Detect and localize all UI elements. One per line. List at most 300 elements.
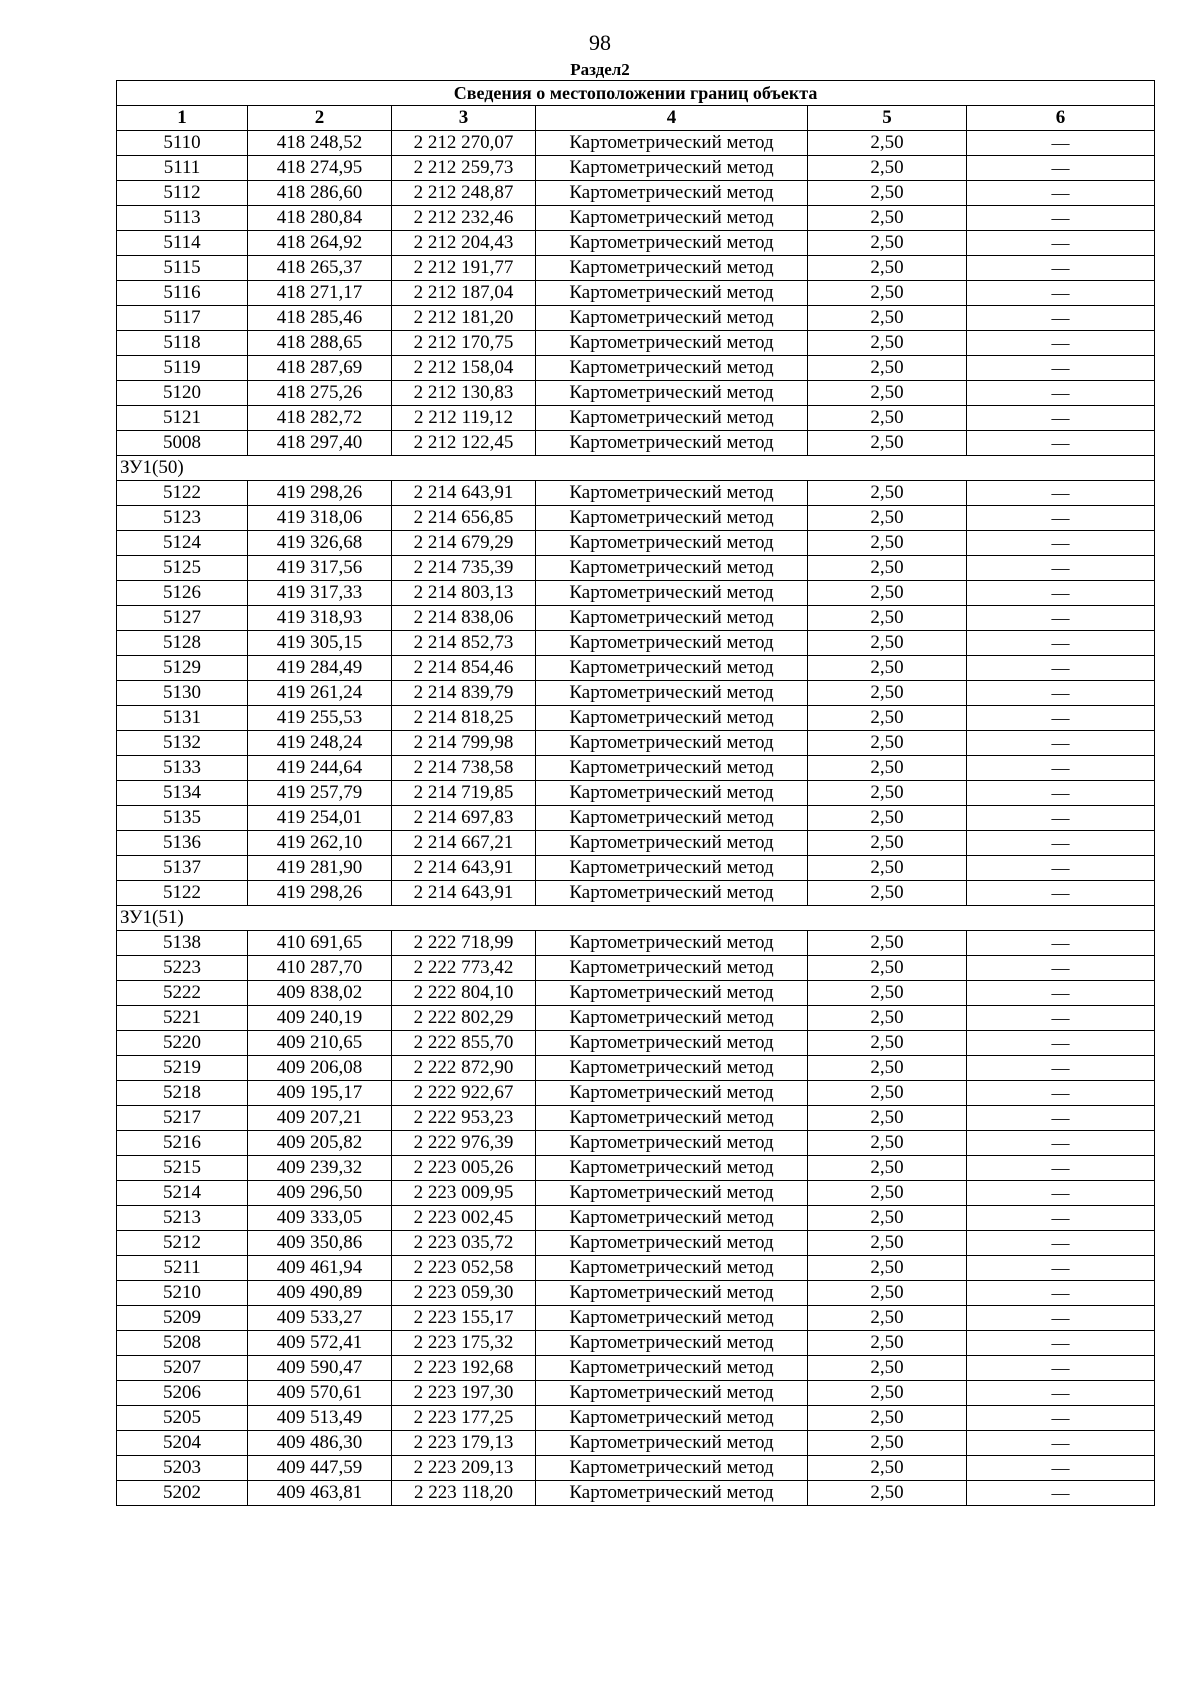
accuracy-cell: 2,50 <box>808 681 967 706</box>
table-row <box>117 556 1155 581</box>
table-row <box>117 581 1155 606</box>
y-coordinate-cell: 2 223 197,30 <box>392 1381 536 1406</box>
y-coordinate-cell: 2 223 005,26 <box>392 1156 536 1181</box>
method-cell: Картометрический метод <box>536 256 808 281</box>
point-number-cell: 5210 <box>117 1281 248 1306</box>
point-number-cell: 5123 <box>117 506 248 531</box>
y-coordinate-cell: 2 222 802,29 <box>392 1006 536 1031</box>
method-cell: Картометрический метод <box>536 1456 808 1481</box>
point-number-cell: 5008 <box>117 431 248 456</box>
y-coordinate-cell: 2 214 697,83 <box>392 806 536 831</box>
method-cell: Картометрический метод <box>536 1381 808 1406</box>
description-cell: — <box>967 506 1155 531</box>
method-cell: Картометрический метод <box>536 481 808 506</box>
point-number-cell: 5129 <box>117 656 248 681</box>
x-coordinate-cell: 409 240,19 <box>248 1006 392 1031</box>
point-number-cell: 5131 <box>117 706 248 731</box>
y-coordinate-cell: 2 222 976,39 <box>392 1131 536 1156</box>
x-coordinate-cell: 419 281,90 <box>248 856 392 881</box>
point-number-cell: 5121 <box>117 406 248 431</box>
table-row <box>117 531 1155 556</box>
accuracy-cell: 2,50 <box>808 356 967 381</box>
point-number-cell: 5133 <box>117 756 248 781</box>
point-number-cell: 5217 <box>117 1106 248 1131</box>
group-row <box>117 906 1155 931</box>
description-cell: — <box>967 406 1155 431</box>
description-cell: — <box>967 981 1155 1006</box>
y-coordinate-cell: 2 222 773,42 <box>392 956 536 981</box>
point-number-cell: 5221 <box>117 1006 248 1031</box>
y-coordinate-cell: 2 212 191,77 <box>392 256 536 281</box>
method-cell: Картометрический метод <box>536 356 808 381</box>
point-number-cell: 5213 <box>117 1206 248 1231</box>
point-number-cell: 5124 <box>117 531 248 556</box>
point-number-cell: 5218 <box>117 1081 248 1106</box>
point-number-cell: 5223 <box>117 956 248 981</box>
table-row <box>117 1456 1155 1481</box>
x-coordinate-cell: 419 254,01 <box>248 806 392 831</box>
method-cell: Картометрический метод <box>536 731 808 756</box>
method-cell: Картометрический метод <box>536 431 808 456</box>
accuracy-cell: 2,50 <box>808 831 967 856</box>
method-cell: Картометрический метод <box>536 856 808 881</box>
accuracy-cell: 2,50 <box>808 581 967 606</box>
description-cell: — <box>967 1381 1155 1406</box>
point-number-cell: 5135 <box>117 806 248 831</box>
description-cell: — <box>967 1306 1155 1331</box>
method-cell: Картометрический метод <box>536 1281 808 1306</box>
accuracy-cell: 2,50 <box>808 956 967 981</box>
method-cell: Картометрический метод <box>536 231 808 256</box>
table-row <box>117 756 1155 781</box>
description-cell: — <box>967 1106 1155 1131</box>
group-row <box>117 456 1155 481</box>
accuracy-cell: 2,50 <box>808 631 967 656</box>
accuracy-cell: 2,50 <box>808 531 967 556</box>
x-coordinate-cell: 418 265,37 <box>248 256 392 281</box>
x-coordinate-cell: 409 486,30 <box>248 1431 392 1456</box>
description-cell: — <box>967 256 1155 281</box>
point-number-cell: 5114 <box>117 231 248 256</box>
description-cell: — <box>967 1081 1155 1106</box>
description-cell: — <box>967 681 1155 706</box>
method-cell: Картометрический метод <box>536 931 808 956</box>
boundary-table <box>116 80 1155 1506</box>
description-cell: — <box>967 331 1155 356</box>
description-cell: — <box>967 1431 1155 1456</box>
point-number-cell: 5118 <box>117 331 248 356</box>
accuracy-cell: 2,50 <box>808 181 967 206</box>
column-header-1: 1 <box>117 106 248 131</box>
table-row <box>117 656 1155 681</box>
table-row <box>117 231 1155 256</box>
y-coordinate-cell: 2 223 052,58 <box>392 1256 536 1281</box>
point-number-cell: 5205 <box>117 1406 248 1431</box>
y-coordinate-cell: 2 214 818,25 <box>392 706 536 731</box>
point-number-cell: 5220 <box>117 1031 248 1056</box>
table-row <box>117 381 1155 406</box>
x-coordinate-cell: 409 461,94 <box>248 1256 392 1281</box>
point-number-cell: 5119 <box>117 356 248 381</box>
description-cell: — <box>967 131 1155 156</box>
point-number-cell: 5216 <box>117 1131 248 1156</box>
method-cell: Картометрический метод <box>536 1156 808 1181</box>
method-cell: Картометрический метод <box>536 1181 808 1206</box>
method-cell: Картометрический метод <box>536 406 808 431</box>
y-coordinate-cell: 2 223 118,20 <box>392 1481 536 1506</box>
table-row <box>117 731 1155 756</box>
x-coordinate-cell: 418 288,65 <box>248 331 392 356</box>
y-coordinate-cell: 2 214 839,79 <box>392 681 536 706</box>
table-row <box>117 331 1155 356</box>
accuracy-cell: 2,50 <box>808 1006 967 1031</box>
table-row <box>117 931 1155 956</box>
point-number-cell: 5126 <box>117 581 248 606</box>
y-coordinate-cell: 2 222 922,67 <box>392 1081 536 1106</box>
accuracy-cell: 2,50 <box>808 1206 967 1231</box>
accuracy-cell: 2,50 <box>808 1281 967 1306</box>
x-coordinate-cell: 410 287,70 <box>248 956 392 981</box>
column-header-row <box>117 106 1155 131</box>
description-cell: — <box>967 1181 1155 1206</box>
description-cell: — <box>967 606 1155 631</box>
y-coordinate-cell: 2 223 209,13 <box>392 1456 536 1481</box>
y-coordinate-cell: 2 212 259,73 <box>392 156 536 181</box>
accuracy-cell: 2,50 <box>808 256 967 281</box>
description-cell: — <box>967 356 1155 381</box>
table-row <box>117 831 1155 856</box>
point-number-cell: 5113 <box>117 206 248 231</box>
point-number-cell: 5122 <box>117 881 248 906</box>
column-header-3: 3 <box>392 106 536 131</box>
description-cell: — <box>967 656 1155 681</box>
method-cell: Картометрический метод <box>536 806 808 831</box>
description-cell: — <box>967 706 1155 731</box>
table-row <box>117 156 1155 181</box>
method-cell: Картометрический метод <box>536 631 808 656</box>
y-coordinate-cell: 2 214 735,39 <box>392 556 536 581</box>
table-row <box>117 1431 1155 1456</box>
y-coordinate-cell: 2 223 059,30 <box>392 1281 536 1306</box>
y-coordinate-cell: 2 214 719,85 <box>392 781 536 806</box>
table-row <box>117 981 1155 1006</box>
table-row <box>117 1031 1155 1056</box>
x-coordinate-cell: 419 284,49 <box>248 656 392 681</box>
table-row <box>117 1331 1155 1356</box>
table-row <box>117 606 1155 631</box>
description-cell: — <box>967 581 1155 606</box>
x-coordinate-cell: 419 298,26 <box>248 481 392 506</box>
accuracy-cell: 2,50 <box>808 506 967 531</box>
description-cell: — <box>967 1481 1155 1506</box>
method-cell: Картометрический метод <box>536 281 808 306</box>
x-coordinate-cell: 419 317,33 <box>248 581 392 606</box>
x-coordinate-cell: 419 298,26 <box>248 881 392 906</box>
accuracy-cell: 2,50 <box>808 1131 967 1156</box>
description-cell: — <box>967 1131 1155 1156</box>
point-number-cell: 5204 <box>117 1431 248 1456</box>
method-cell: Картометрический метод <box>536 306 808 331</box>
point-number-cell: 5211 <box>117 1256 248 1281</box>
point-number-cell: 5219 <box>117 1056 248 1081</box>
method-cell: Картометрический метод <box>536 181 808 206</box>
method-cell: Картометрический метод <box>536 581 808 606</box>
point-number-cell: 5202 <box>117 1481 248 1506</box>
description-cell: — <box>967 956 1155 981</box>
point-number-cell: 5127 <box>117 606 248 631</box>
table-caption: Сведения о местоположении границ объекта <box>117 81 1155 106</box>
accuracy-cell: 2,50 <box>808 281 967 306</box>
x-coordinate-cell: 419 318,06 <box>248 506 392 531</box>
x-coordinate-cell: 419 244,64 <box>248 756 392 781</box>
point-number-cell: 5222 <box>117 981 248 1006</box>
point-number-cell: 5125 <box>117 556 248 581</box>
x-coordinate-cell: 418 282,72 <box>248 406 392 431</box>
table-row <box>117 1106 1155 1131</box>
description-cell: — <box>967 156 1155 181</box>
description-cell: — <box>967 1406 1155 1431</box>
method-cell: Картометрический метод <box>536 656 808 681</box>
point-number-cell: 5136 <box>117 831 248 856</box>
y-coordinate-cell: 2 212 158,04 <box>392 356 536 381</box>
x-coordinate-cell: 418 280,84 <box>248 206 392 231</box>
point-number-cell: 5128 <box>117 631 248 656</box>
x-coordinate-cell: 409 296,50 <box>248 1181 392 1206</box>
accuracy-cell: 2,50 <box>808 206 967 231</box>
x-coordinate-cell: 409 838,02 <box>248 981 392 1006</box>
point-number-cell: 5132 <box>117 731 248 756</box>
table-row <box>117 1306 1155 1331</box>
x-coordinate-cell: 409 206,08 <box>248 1056 392 1081</box>
description-cell: — <box>967 781 1155 806</box>
description-cell: — <box>967 231 1155 256</box>
x-coordinate-cell: 418 264,92 <box>248 231 392 256</box>
y-coordinate-cell: 2 214 852,73 <box>392 631 536 656</box>
table-row <box>117 506 1155 531</box>
table-row <box>117 281 1155 306</box>
table-row <box>117 806 1155 831</box>
description-cell: — <box>967 1206 1155 1231</box>
accuracy-cell: 2,50 <box>808 431 967 456</box>
accuracy-cell: 2,50 <box>808 1306 967 1331</box>
table-row <box>117 1056 1155 1081</box>
y-coordinate-cell: 2 212 170,75 <box>392 331 536 356</box>
accuracy-cell: 2,50 <box>808 1431 967 1456</box>
point-number-cell: 5116 <box>117 281 248 306</box>
point-number-cell: 5212 <box>117 1231 248 1256</box>
table-row <box>117 1356 1155 1381</box>
accuracy-cell: 2,50 <box>808 931 967 956</box>
x-coordinate-cell: 419 262,10 <box>248 831 392 856</box>
y-coordinate-cell: 2 223 155,17 <box>392 1306 536 1331</box>
method-cell: Картометрический метод <box>536 381 808 406</box>
y-coordinate-cell: 2 212 187,04 <box>392 281 536 306</box>
description-cell: — <box>967 831 1155 856</box>
y-coordinate-cell: 2 214 803,13 <box>392 581 536 606</box>
point-number-cell: 5117 <box>117 306 248 331</box>
point-number-cell: 5115 <box>117 256 248 281</box>
x-coordinate-cell: 409 570,61 <box>248 1381 392 1406</box>
accuracy-cell: 2,50 <box>808 756 967 781</box>
table-row <box>117 1406 1155 1431</box>
x-coordinate-cell: 409 239,32 <box>248 1156 392 1181</box>
accuracy-cell: 2,50 <box>808 731 967 756</box>
y-coordinate-cell: 2 214 643,91 <box>392 856 536 881</box>
y-coordinate-cell: 2 223 009,95 <box>392 1181 536 1206</box>
y-coordinate-cell: 2 222 804,10 <box>392 981 536 1006</box>
x-coordinate-cell: 409 195,17 <box>248 1081 392 1106</box>
y-coordinate-cell: 2 223 035,72 <box>392 1231 536 1256</box>
method-cell: Картометрический метод <box>536 1056 808 1081</box>
table-row <box>117 781 1155 806</box>
y-coordinate-cell: 2 214 667,21 <box>392 831 536 856</box>
x-coordinate-cell: 409 533,27 <box>248 1306 392 1331</box>
y-coordinate-cell: 2 214 643,91 <box>392 881 536 906</box>
table-row <box>117 131 1155 156</box>
description-cell: — <box>967 856 1155 881</box>
x-coordinate-cell: 409 447,59 <box>248 1456 392 1481</box>
table-row <box>117 1131 1155 1156</box>
method-cell: Картометрический метод <box>536 756 808 781</box>
accuracy-cell: 2,50 <box>808 1056 967 1081</box>
y-coordinate-cell: 2 223 177,25 <box>392 1406 536 1431</box>
method-cell: Картометрический метод <box>536 1331 808 1356</box>
accuracy-cell: 2,50 <box>808 1156 967 1181</box>
point-number-cell: 5209 <box>117 1306 248 1331</box>
y-coordinate-cell: 2 212 119,12 <box>392 406 536 431</box>
method-cell: Картометрический метод <box>536 156 808 181</box>
description-cell: — <box>967 1456 1155 1481</box>
y-coordinate-cell: 2 212 248,87 <box>392 181 536 206</box>
description-cell: — <box>967 1156 1155 1181</box>
caption-row <box>117 81 1155 106</box>
x-coordinate-cell: 409 205,82 <box>248 1131 392 1156</box>
accuracy-cell: 2,50 <box>808 806 967 831</box>
x-coordinate-cell: 419 255,53 <box>248 706 392 731</box>
accuracy-cell: 2,50 <box>808 1181 967 1206</box>
table-row <box>117 706 1155 731</box>
table-row <box>117 1206 1155 1231</box>
method-cell: Картометрический метод <box>536 956 808 981</box>
table-row <box>117 306 1155 331</box>
x-coordinate-cell: 419 326,68 <box>248 531 392 556</box>
point-number-cell: 5134 <box>117 781 248 806</box>
description-cell: — <box>967 181 1155 206</box>
method-cell: Картометрический метод <box>536 606 808 631</box>
method-cell: Картометрический метод <box>536 1006 808 1031</box>
accuracy-cell: 2,50 <box>808 1381 967 1406</box>
point-number-cell: 5138 <box>117 931 248 956</box>
x-coordinate-cell: 418 287,69 <box>248 356 392 381</box>
method-cell: Картометрический метод <box>536 206 808 231</box>
description-cell: — <box>967 306 1155 331</box>
point-number-cell: 5110 <box>117 131 248 156</box>
point-number-cell: 5208 <box>117 1331 248 1356</box>
x-coordinate-cell: 418 297,40 <box>248 431 392 456</box>
x-coordinate-cell: 419 317,56 <box>248 556 392 581</box>
description-cell: — <box>967 481 1155 506</box>
accuracy-cell: 2,50 <box>808 981 967 1006</box>
table-row <box>117 1381 1155 1406</box>
accuracy-cell: 2,50 <box>808 706 967 731</box>
method-cell: Картометрический метод <box>536 981 808 1006</box>
x-coordinate-cell: 409 513,49 <box>248 1406 392 1431</box>
method-cell: Картометрический метод <box>536 1106 808 1131</box>
description-cell: — <box>967 806 1155 831</box>
y-coordinate-cell: 2 212 181,20 <box>392 306 536 331</box>
point-number-cell: 5207 <box>117 1356 248 1381</box>
x-coordinate-cell: 409 590,47 <box>248 1356 392 1381</box>
point-number-cell: 5120 <box>117 381 248 406</box>
description-cell: — <box>967 731 1155 756</box>
accuracy-cell: 2,50 <box>808 856 967 881</box>
x-coordinate-cell: 418 248,52 <box>248 131 392 156</box>
x-coordinate-cell: 409 490,89 <box>248 1281 392 1306</box>
y-coordinate-cell: 2 222 872,90 <box>392 1056 536 1081</box>
x-coordinate-cell: 419 305,15 <box>248 631 392 656</box>
point-number-cell: 5137 <box>117 856 248 881</box>
point-number-cell: 5203 <box>117 1456 248 1481</box>
x-coordinate-cell: 409 333,05 <box>248 1206 392 1231</box>
x-coordinate-cell: 410 691,65 <box>248 931 392 956</box>
x-coordinate-cell: 409 350,86 <box>248 1231 392 1256</box>
description-cell: — <box>967 1331 1155 1356</box>
description-cell: — <box>967 1231 1155 1256</box>
y-coordinate-cell: 2 222 855,70 <box>392 1031 536 1056</box>
x-coordinate-cell: 409 210,65 <box>248 1031 392 1056</box>
table-row <box>117 181 1155 206</box>
column-header-5: 5 <box>808 106 967 131</box>
accuracy-cell: 2,50 <box>808 406 967 431</box>
y-coordinate-cell: 2 212 122,45 <box>392 431 536 456</box>
accuracy-cell: 2,50 <box>808 781 967 806</box>
point-number-cell: 5206 <box>117 1381 248 1406</box>
description-cell: — <box>967 881 1155 906</box>
method-cell: Картометрический метод <box>536 331 808 356</box>
accuracy-cell: 2,50 <box>808 131 967 156</box>
y-coordinate-cell: 2 223 179,13 <box>392 1431 536 1456</box>
y-coordinate-cell: 2 214 799,98 <box>392 731 536 756</box>
method-cell: Картометрический метод <box>536 1431 808 1456</box>
description-cell: — <box>967 1006 1155 1031</box>
description-cell: — <box>967 431 1155 456</box>
table-row <box>117 1281 1155 1306</box>
y-coordinate-cell: 2 223 002,45 <box>392 1206 536 1231</box>
accuracy-cell: 2,50 <box>808 381 967 406</box>
accuracy-cell: 2,50 <box>808 1031 967 1056</box>
table-row <box>117 1231 1155 1256</box>
method-cell: Картометрический метод <box>536 1131 808 1156</box>
table-row <box>117 256 1155 281</box>
accuracy-cell: 2,50 <box>808 1106 967 1131</box>
table-row <box>117 431 1155 456</box>
description-cell: — <box>967 1356 1155 1381</box>
point-number-cell: 5130 <box>117 681 248 706</box>
x-coordinate-cell: 419 261,24 <box>248 681 392 706</box>
column-header-4: 4 <box>536 106 808 131</box>
description-cell: — <box>967 931 1155 956</box>
method-cell: Картометрический метод <box>536 1206 808 1231</box>
description-cell: — <box>967 1031 1155 1056</box>
accuracy-cell: 2,50 <box>808 156 967 181</box>
page-number: 98 <box>589 30 611 55</box>
table-row <box>117 1006 1155 1031</box>
method-cell: Картометрический метод <box>536 1406 808 1431</box>
table-row <box>117 1156 1155 1181</box>
y-coordinate-cell: 2 212 232,46 <box>392 206 536 231</box>
y-coordinate-cell: 2 214 656,85 <box>392 506 536 531</box>
accuracy-cell: 2,50 <box>808 1406 967 1431</box>
